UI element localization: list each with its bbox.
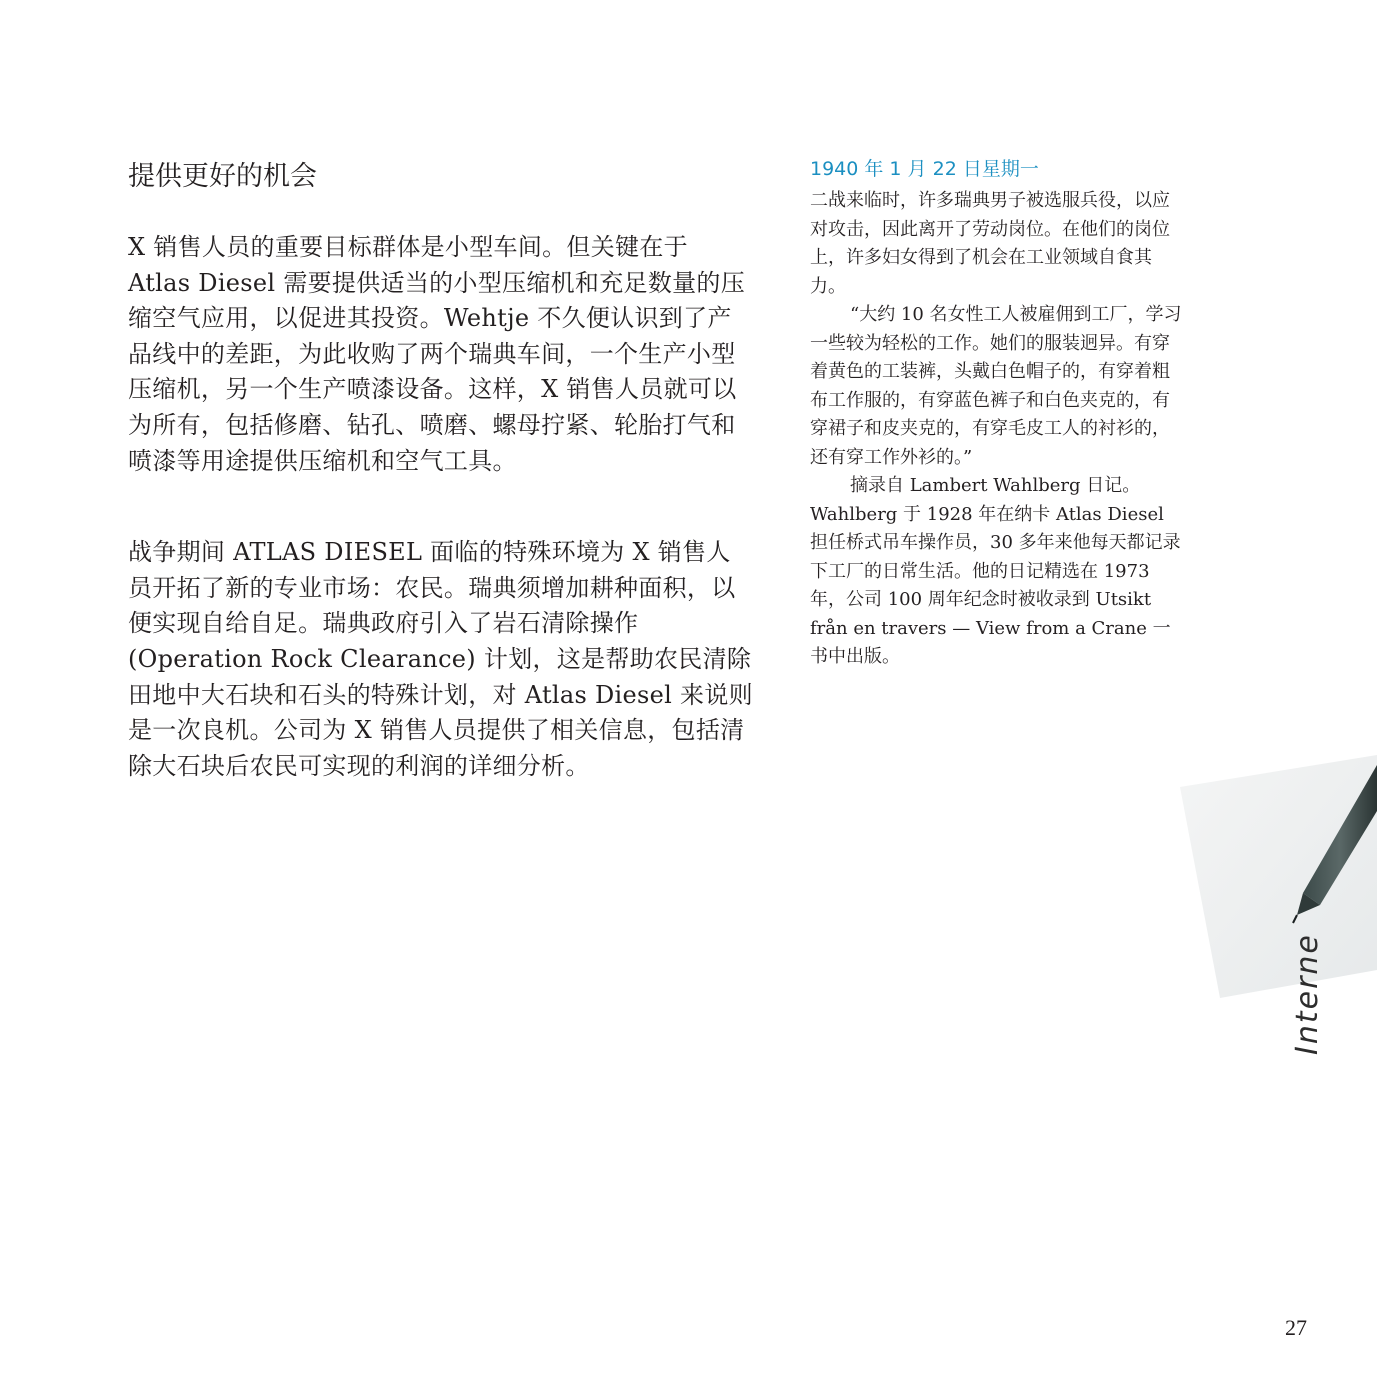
diary-source-note: 摘录自 Lambert Wahlberg 日记。Wahlberg 于 1928 年在纳卡 Atlas Diesel 担任桥式吊车操作员，30 多年来他每天都记录下工厂的日常生活。他的日记精选在 1973 年，公司 100 周年纪念时被收录到 Utsikt från en travers — View from a Crane 一书中出版。 [810,475,1181,667]
diary-sidebar [810,155,1185,672]
section-title: 提供更好的机会 [128,161,317,192]
diary-date-heading: 1940 年 1 月 22 日星期一 [810,158,1039,180]
svg-text:Interne: Interne [1290,933,1325,1055]
diary-quote: “大约 10 名女性工人被雇佣到工厂，学习一些较为轻松的工作。她们的服装迥异。有穿着黄色的工装裤，头戴白色帽子的，有穿着粗布工作服的，有穿蓝色裤子和白色夹克的，有穿裙子和皮夹克的，有穿毛皮工人的衬衫的，还有穿工作外衫的。” [810,304,1182,468]
main-column [128,158,753,784]
diary-paragraph-1: 二战来临时，许多瑞典男子被选服兵役，以应对攻击，因此离开了劳动岗位。在他们的岗位上，许多妇女得到了机会在工业领域自食其力。 [810,190,1170,297]
pen-handwriting-illustration [1175,755,1377,1075]
body-paragraph-1: X 销售人员的重要目标群体是小型车间。但关键在于 Atlas Diesel 需要提供适当的小型压缩机和充足数量的压缩空气应用，以促进其投资。Wehtje 不久便认识到了产品线中的差距，为此收购了两个瑞典车间，一个生产小型压缩机，另一个生产喷漆设备。这样，X 销售人员就可以为所有，包括修磨、钻孔、喷磨、螺母拧紧、轮胎打气和喷漆等用途提供压缩机和空气工具。 [128,233,746,475]
handwriting [1290,933,1325,1055]
body-paragraph-2: 战争期间 ATLAS DIESEL 面临的特殊环境为 X 销售人员开拓了新的专业市场：农民。瑞典须增加耕种面积，以便实现自给自足。瑞典政府引入了岩石清除操作 (Operation Rock Clearance) 计划，这是帮助农民清除田地中大石块和石头的特殊计划，对 Atlas Diesel 来说则是一次良机。公司为 X 销售人员提供了相关信息，包括清除大石块后农民可实现的利润的详细分析。 [128,538,753,780]
page-number: 27 [1285,1315,1307,1340]
paper-sheet [1180,755,1377,998]
